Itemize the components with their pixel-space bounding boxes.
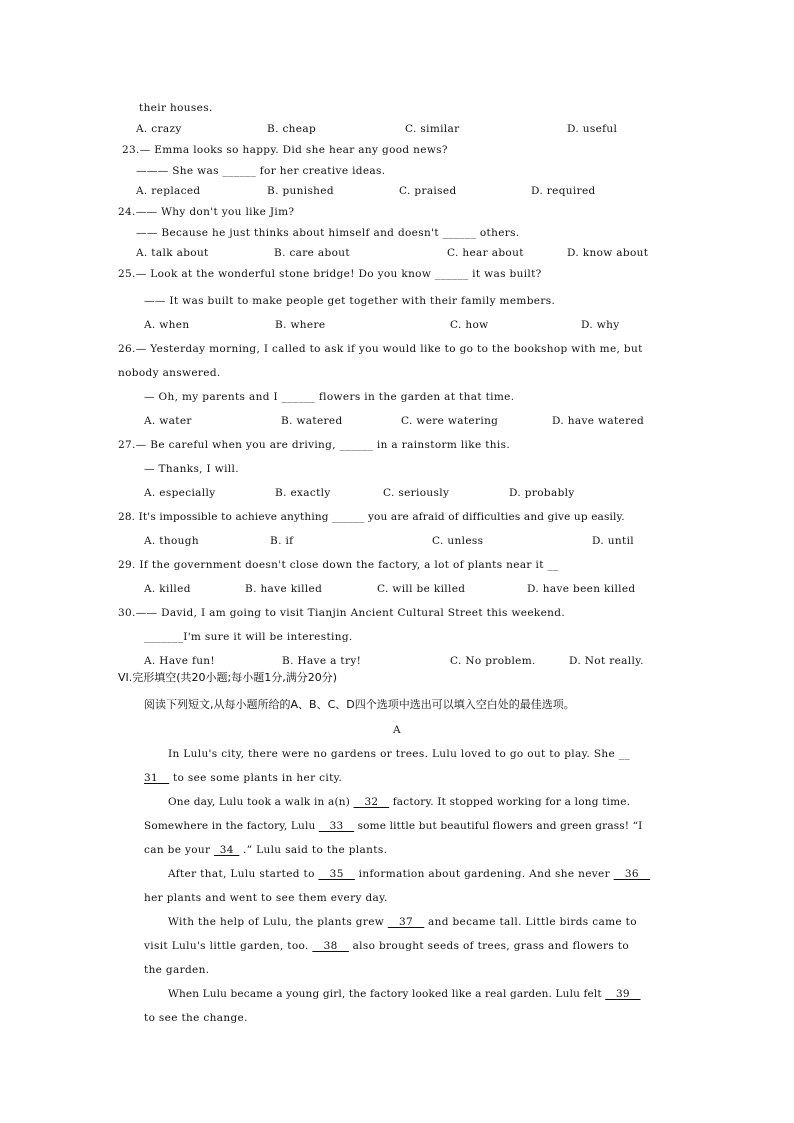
q30-option-a: A. Have fun!: [144, 655, 215, 667]
passage-text: information about gardening. And she never: [354, 868, 614, 880]
q25-option-a: A. when: [144, 319, 190, 331]
blank-38: __38__: [312, 940, 349, 952]
q27-option-c: C. seriously: [383, 487, 450, 499]
q24-option-a: A. talk about: [136, 247, 209, 259]
q26-option-d: D. have watered: [552, 415, 645, 427]
passage-line-9: [144, 939, 629, 953]
q24-question: 24.—— Why don't you like Jim?: [118, 206, 295, 218]
passage-line-1: [168, 747, 630, 761]
passage-line-4: [144, 819, 642, 833]
q26-answer-line: — Oh, my parents and I ______ flowers in the garden at that time.: [144, 391, 515, 403]
q22-option-a: A. crazy: [136, 123, 182, 135]
passage-text: can be your: [144, 844, 215, 856]
q28-option-a: A. though: [144, 535, 199, 547]
q24-option-b: B. care about: [274, 247, 350, 259]
passage-text: to see some plants in her city.: [169, 772, 343, 784]
q27-answer-line: — Thanks, I will.: [144, 463, 239, 475]
q23-answer-line: ——— She was ______ for her creative ideas.: [136, 165, 386, 177]
passage-text: visit Lulu's little garden, too.: [144, 940, 313, 952]
q22-option-d: D. useful: [567, 123, 618, 135]
q29-question: 29. If the government doesn't close down the factory, a lot of plants near it __: [118, 559, 559, 571]
q25-option-b: B. where: [275, 319, 326, 331]
q26-question: 26.— Yesterday morning, I called to ask if you would like to go to the bookshop with me, but: [118, 343, 643, 355]
q23-option-a: A. replaced: [136, 185, 201, 197]
q23-option-b: B. punished: [267, 185, 334, 197]
q24-option-d: D. know about: [567, 247, 649, 259]
passage-line-5: [144, 843, 387, 857]
passage-label: A: [393, 724, 401, 736]
passage-line-6: [168, 867, 650, 881]
q23-option-c: C. praised: [399, 185, 457, 197]
passage-text: With the help of Lulu, the plants grew: [168, 916, 388, 928]
q28-question: 28. It's impossible to achieve anything ______ you are afraid of difficulties and give up easily.: [118, 511, 625, 523]
blank-32: __32__: [353, 796, 390, 808]
blank-33: __33__: [318, 820, 355, 832]
q24-answer-line: —— Because he just thinks about himself and doesn't ______ others.: [136, 227, 520, 239]
blank-31: 31__: [144, 772, 170, 784]
passage-text: Somewhere in the factory, Lulu: [144, 820, 319, 832]
q26-option-c: C. were watering: [401, 415, 499, 427]
q28-option-d: D. until: [592, 535, 634, 547]
q30-option-c: C. No problem.: [450, 655, 536, 667]
q27-option-a: A. especially: [144, 487, 216, 499]
q24-option-c: C. hear about: [447, 247, 524, 259]
blank-36: __36__: [613, 868, 651, 880]
passage-line-8: [168, 915, 637, 929]
section-instruction: 阅读下列短文,从每小题所给的A、B、C、D四个选项中选出可以填入空白处的最佳选项。: [144, 698, 575, 711]
q30-option-b: B. Have a try!: [282, 655, 362, 667]
passage-line-11: [168, 987, 641, 1001]
section-heading: VI.完形填空(共20小题;每小题1分,满分20分): [118, 671, 338, 684]
passage-text: After that, Lulu started to: [168, 868, 319, 880]
q29-option-a: A. killed: [144, 583, 191, 595]
blank-37: __37__: [387, 916, 425, 928]
passage-line-3: [168, 795, 630, 809]
q29-option-c: C. will be killed: [377, 583, 466, 595]
passage-line-7: her plants and went to see them every day.: [144, 892, 388, 904]
q25-question: 25.— Look at the wonderful stone bridge! Do you know ______ it was built?: [118, 268, 542, 280]
passage-line-10: the garden.: [144, 964, 210, 976]
q22-option-c: C. similar: [405, 123, 460, 135]
q26-option-b: B. watered: [281, 415, 343, 427]
blank-34: _34_: [214, 844, 240, 856]
q28-option-b: B. if: [270, 535, 294, 547]
q25-answer-line: —— It was built to make people get together with their family members.: [144, 295, 556, 307]
blank-35: __35__: [318, 868, 355, 880]
q22-continuation: their houses.: [139, 102, 213, 114]
q30-answer-line: _______I'm sure it will be interesting.: [144, 631, 353, 643]
passage-line-12: to see the change.: [144, 1012, 248, 1024]
q25-option-c: C. how: [450, 319, 489, 331]
passage-text: When Lulu became a young girl, the factory looked like a real garden. Lulu felt: [168, 988, 606, 1000]
passage-line-2: [144, 771, 342, 785]
q27-question: 27.— Be careful when you are driving, ______ in a rainstorm like this.: [118, 439, 511, 451]
q26-question-continued: nobody answered.: [118, 367, 221, 379]
passage-text: some little but beautiful flowers and green grass! “I: [354, 820, 643, 832]
q25-option-d: D. why: [581, 319, 620, 331]
passage-text: and became tall. Little birds came to: [424, 916, 637, 928]
passage-text: .” Lulu said to the plants.: [239, 844, 388, 856]
q30-option-d: D. Not really.: [569, 655, 644, 667]
q23-option-d: D. required: [531, 185, 596, 197]
passage-text: also brought seeds of trees, grass and flowers to: [348, 940, 630, 952]
q29-option-b: B. have killed: [245, 583, 323, 595]
q27-option-b: B. exactly: [275, 487, 331, 499]
passage-text: One day, Lulu took a walk in a(n): [168, 796, 354, 808]
q22-option-b: B. cheap: [267, 123, 317, 135]
blank-39: __39__: [605, 988, 641, 1000]
q26-option-a: A. water: [144, 415, 192, 427]
passage-text: In Lulu's city, there were no gardens or trees. Lulu loved to go out to play. She __: [168, 748, 630, 760]
q29-option-d: D. have been killed: [527, 583, 636, 595]
q28-option-c: C. unless: [432, 535, 484, 547]
q27-option-d: D. probably: [509, 487, 575, 499]
passage-text: factory. It stopped working for a long time.: [389, 796, 631, 808]
q30-question: 30.—— David, I am going to visit Tianjin Ancient Cultural Street this weekend.: [118, 607, 566, 619]
q23-question: 23.— Emma looks so happy. Did she hear any good news?: [122, 144, 448, 156]
